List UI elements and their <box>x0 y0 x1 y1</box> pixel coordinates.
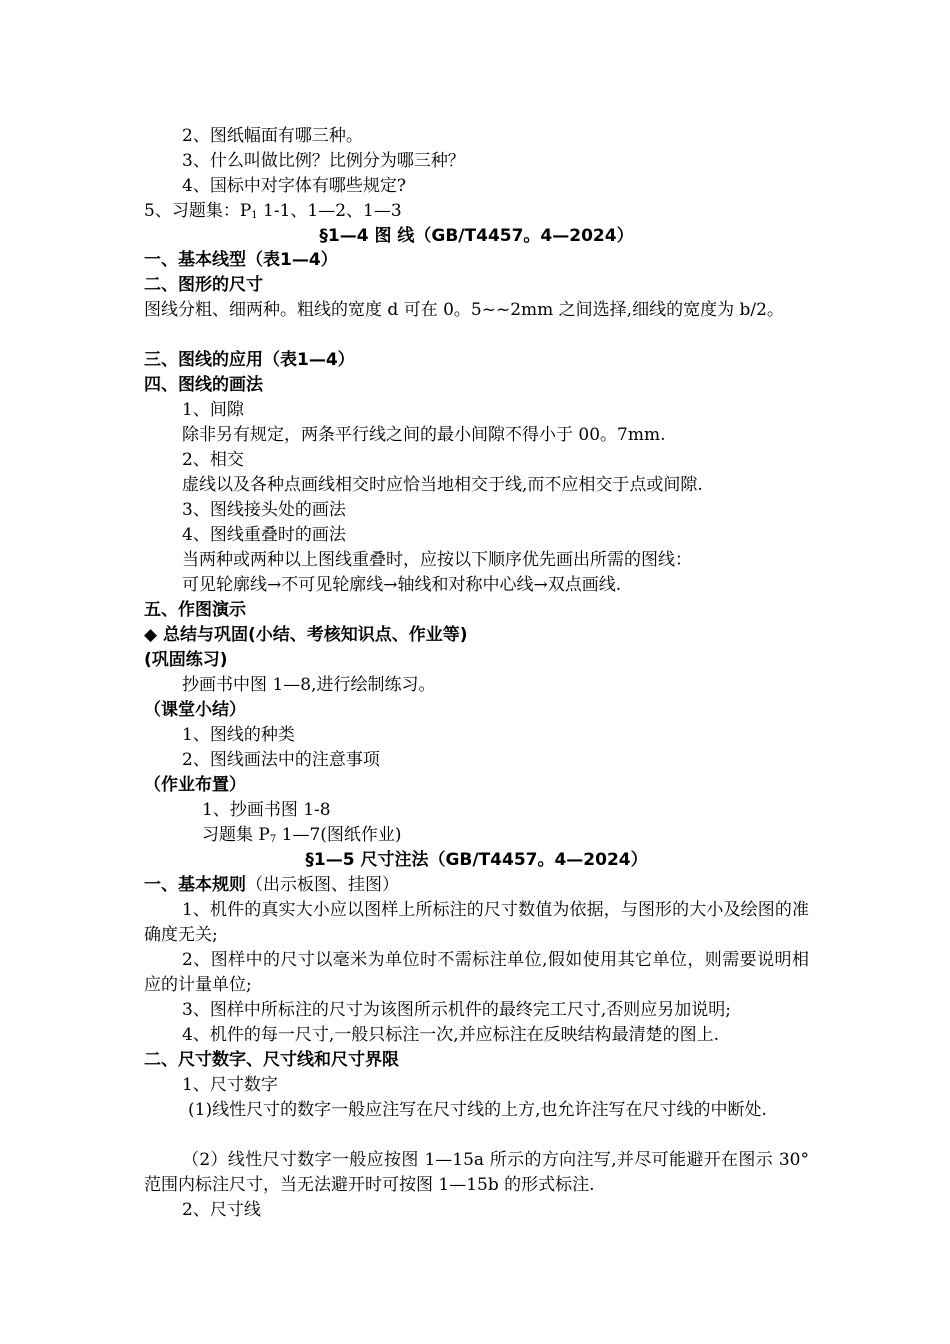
heading-basic-rules-note: （出示板图、挂图） <box>246 875 399 895</box>
paragraph-line-width: 图线分粗、细两种。粗线的宽度 d 可在 0。5~~2mm 之间选择,细线的宽度为 b/2。 <box>144 300 784 320</box>
rule-1: 1、机件的真实大小应以图样上所标注的尺寸数值为依据，与图形的大小及绘图的准确度无关; <box>144 900 809 945</box>
class-summary-item-2: 2、图线画法中的注意事项 <box>182 750 380 770</box>
subheading-dimension-line: 2、尺寸线 <box>182 1200 261 1220</box>
intersect-text: 虚线以及各种点画线相交时应恰当地相交于线,而不应相交于点或间隙. <box>182 475 703 495</box>
subheading-gap: 1、间隙 <box>182 400 244 420</box>
heading-dimension-elements: 二、尺寸数字、尺寸线和尺寸界限 <box>144 1050 399 1070</box>
section-1-5-title: §1—5 尺寸注法（GB/T4457。4—2024） <box>305 850 648 870</box>
class-summary-item-1: 1、图线的种类 <box>182 725 295 745</box>
heading-demo: 五、作图演示 <box>144 600 246 620</box>
gap-text: 除非另有规定，两条平行线之间的最小间隙不得小于 00。7mm. <box>182 425 666 445</box>
class-summary-heading: （课堂小结） <box>144 700 246 720</box>
paragraph-linear-number-1: (1)线性尺寸的数字一般应注写在尺寸线的上方,也允许注写在尺寸线的中断处. <box>188 1100 767 1120</box>
subheading-dimension-number: 1、尺寸数字 <box>182 1075 278 1095</box>
heading-line-drawing: 四、图线的画法 <box>144 375 263 395</box>
heading-figure-size: 二、图形的尺寸 <box>144 275 263 295</box>
homework-5-suffix: 1-1、1—2、1—3 <box>257 201 402 221</box>
rule-2: 2、图样中的尺寸以毫米为单位时不需标注单位,假如使用其它单位，则需要说明相应的计量单位; <box>144 950 809 995</box>
homework-item-2-suffix: 1—7(图纸作业) <box>276 825 402 845</box>
practice-text: 抄画书中图 1—8,进行绘制练习。 <box>182 675 436 695</box>
subheading-intersect: 2、相交 <box>182 450 244 470</box>
question-3: 3、什么叫做比例？比例分为哪三种？ <box>182 151 465 171</box>
summary-heading: ◆ 总结与巩固(小结、考核知识点、作业等) <box>144 625 468 645</box>
question-4: 4、国标中对字体有哪些规定? <box>182 176 406 196</box>
practice-heading: (巩固练习) <box>144 650 228 670</box>
section-1-4-title: §1—4 图 线（GB/T4457。4—2024） <box>319 226 634 246</box>
rule-3: 3、图样中所标注的尺寸为该图所示机件的最终完工尺寸,否则应另加说明; <box>182 1000 731 1020</box>
heading-basic-rules <box>144 873 809 898</box>
question-2: 2、图纸幅面有哪三种。 <box>182 126 363 146</box>
heading-basic-rules-bold: 一、基本规则 <box>144 875 246 895</box>
subheading-overlap: 4、图线重叠时的画法 <box>182 525 346 545</box>
homework-5-subscript: 1 <box>251 210 258 221</box>
heading-line-application: 三、图线的应用（表1—4） <box>144 350 355 370</box>
overlap-text-2: 可见轮廓线→不可见轮廓线→轴线和对称中心线→双点画线. <box>182 575 622 595</box>
homework-heading: （作业布置） <box>144 775 246 795</box>
homework-item-1: 1、抄画书图 1-8 <box>202 800 331 820</box>
homework-item-2-prefix: 习题集 P <box>202 825 270 845</box>
rule-4: 4、机件的每一尺寸,一般只标注一次,并应标注在反映结构最清楚的图上. <box>182 1025 720 1045</box>
subheading-joint: 3、图线接头处的画法 <box>182 500 346 520</box>
homework-5-prefix: 5、习题集：P <box>144 201 252 221</box>
overlap-text-1: 当两种或两种以上图线重叠时，应按以下顺序优先画出所需的图线： <box>182 550 692 570</box>
heading-basic-linetype: 一、基本线型（表1—4） <box>144 250 338 270</box>
homework-item-2-subscript: 7 <box>269 834 277 845</box>
paragraph-linear-number-2: （2）线性尺寸数字一般应按图 1—15a 所示的方向注写,并尽可能避开在图示 30°范围内标注尺寸，当无法避开时可按图 1—15b 的形式标注. <box>144 1150 809 1195</box>
